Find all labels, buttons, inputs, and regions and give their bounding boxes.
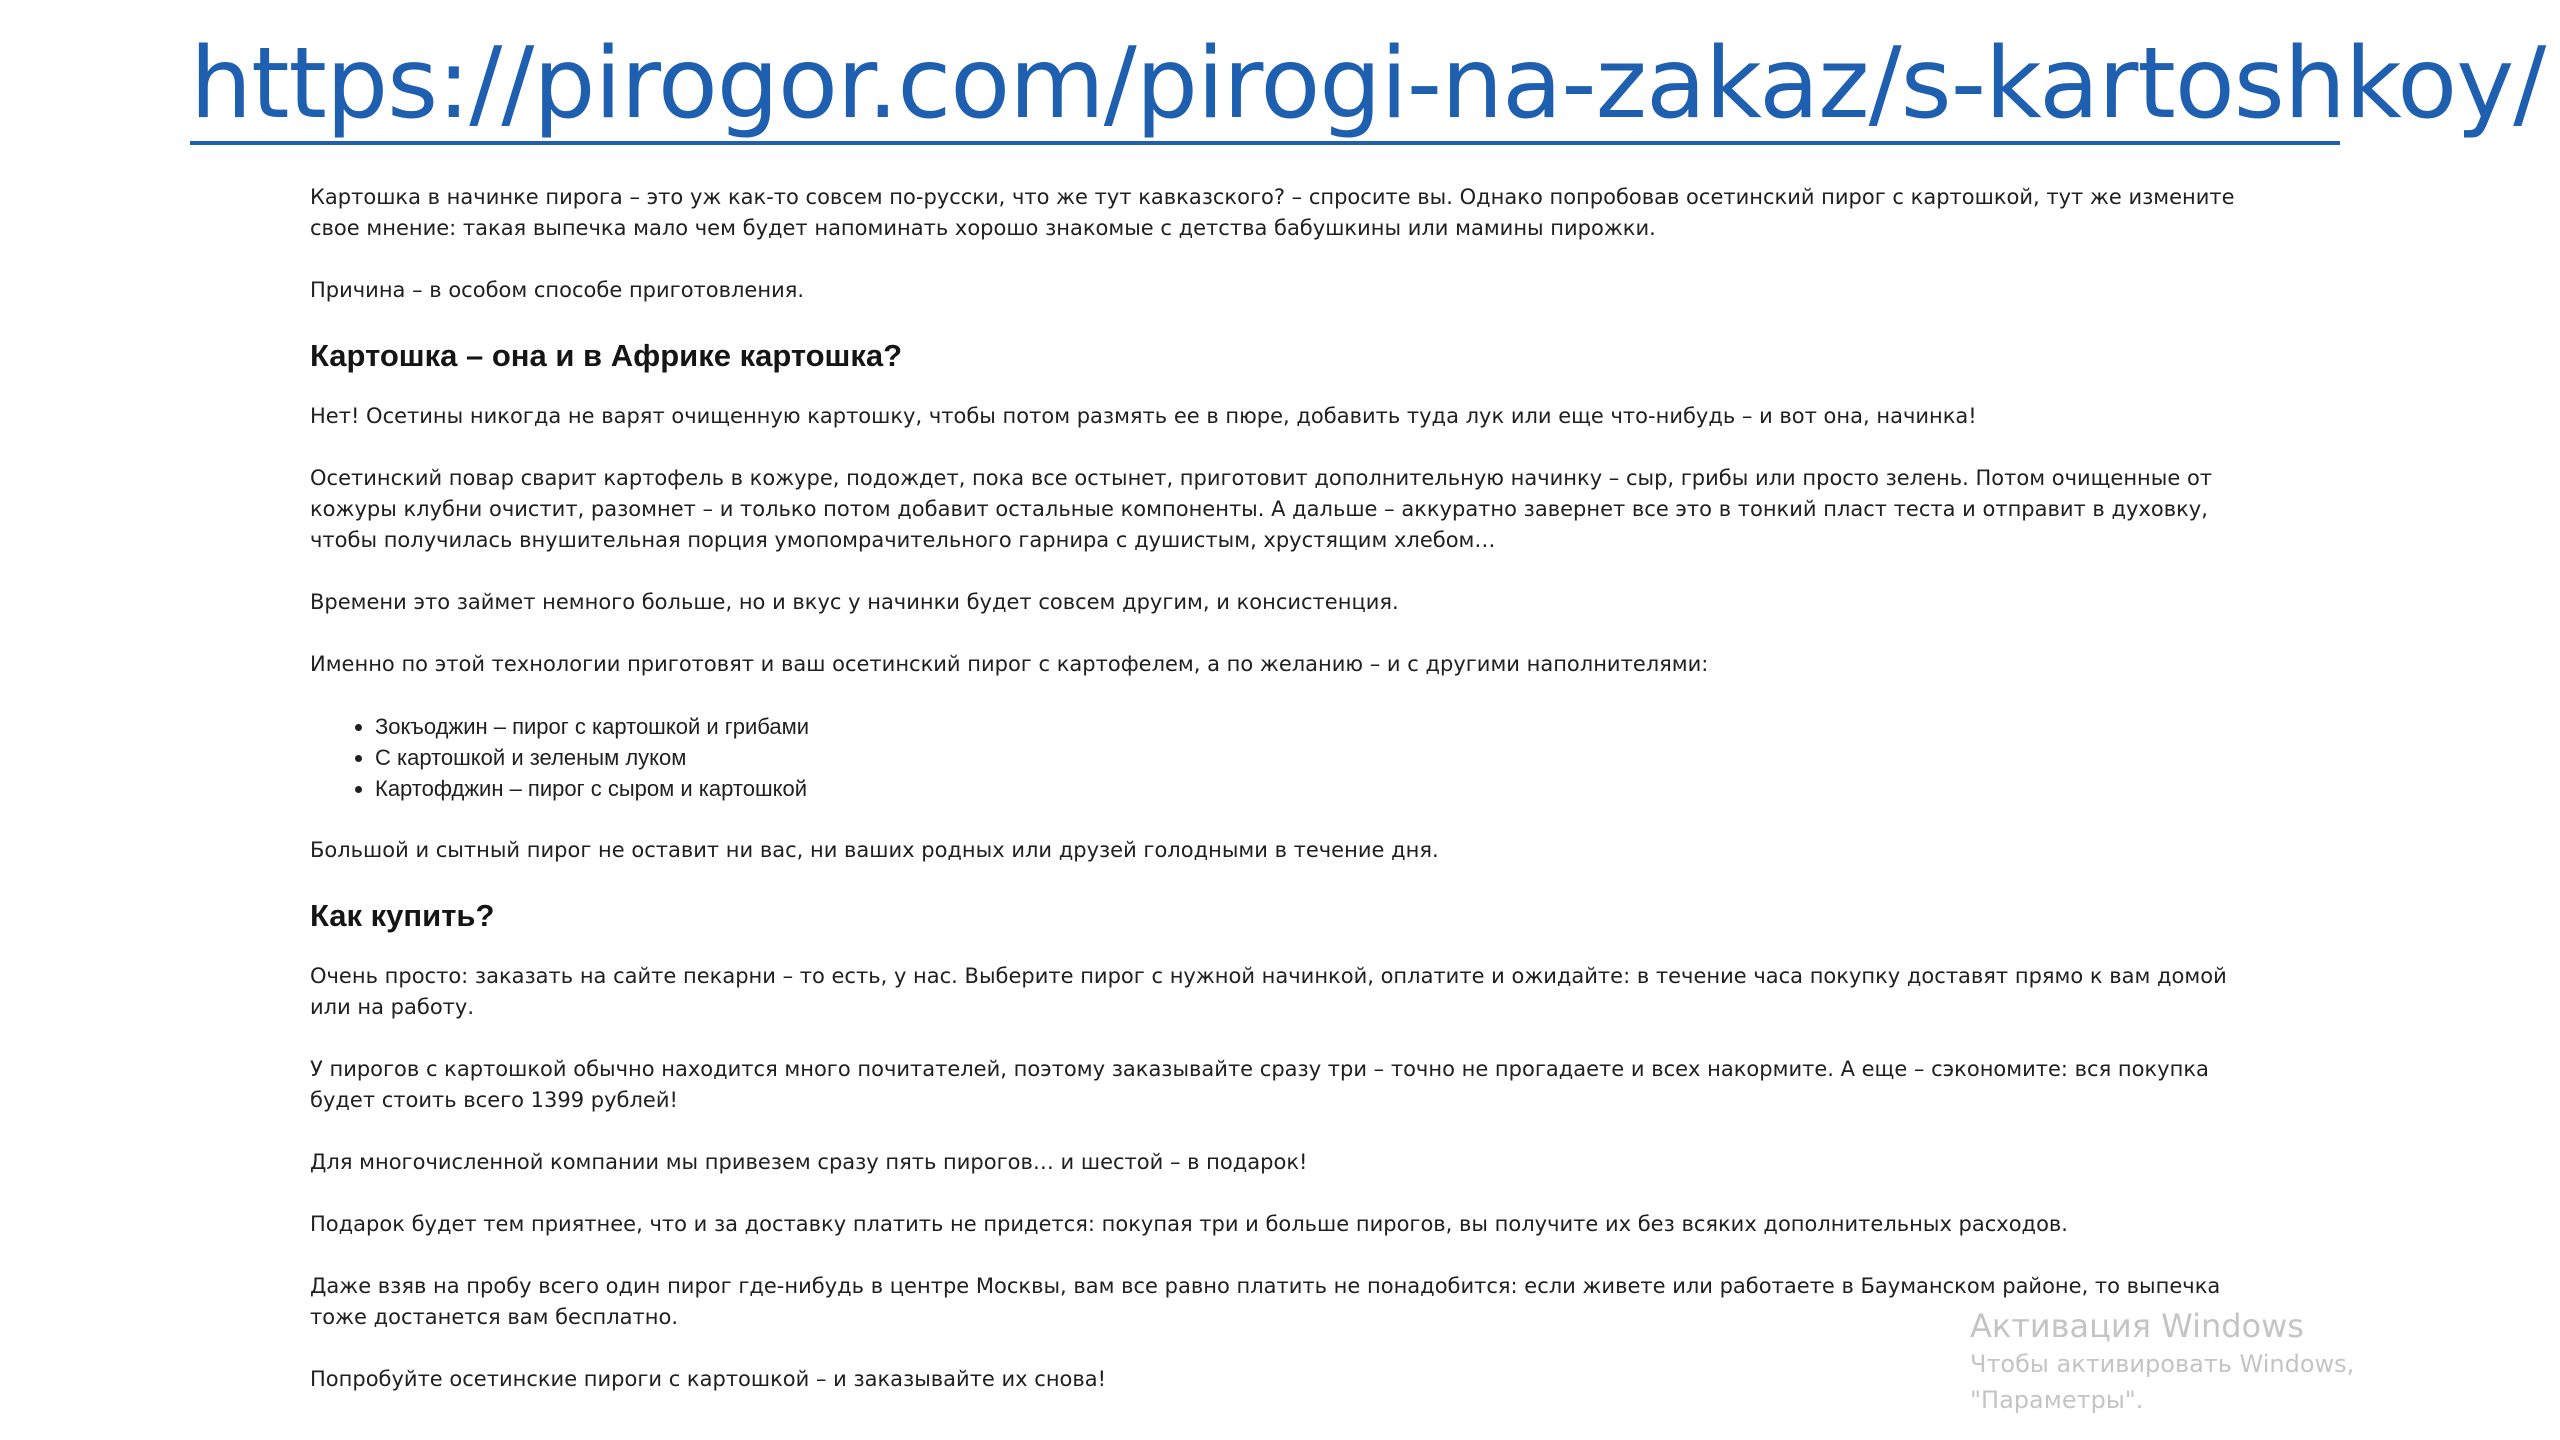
watermark-line-2: "Параметры". <box>1970 1386 2144 1414</box>
section1-paragraph-1: Нет! Осетины никогда не варят очищенную картошку, чтобы потом размять ее в пюре, добавить туда лук или еще что-нибудь – и вот она, начинка! <box>310 404 1977 428</box>
section1-paragraph-4: Именно по этой технологии приготовят и ваш осетинский пирог с картофелем, а по желанию – и с другими наполнителями: <box>310 652 1709 676</box>
section1-paragraph-2: Осетинский повар сварит картофель в кожуре, подождет, пока все остынет, приготовит дополнительную начинку – сыр, грибы или просто зелень. Потом очищенные от кожуры клубни очистит, разомнет – и только потом добавит остальные компоненты. А дальше – аккуратно завернет все это в тонкий пласт теста и отправит в духовку, чтобы получилась внушительная порция умопомрачительного гарнира с душистым, хрустящим хлебом… <box>310 466 2213 552</box>
windows-activation-watermark <box>1970 1306 2354 1418</box>
section2-paragraph-5: Даже взяв на пробу всего один пирог где-нибудь в центре Москвы, вам все равно платить не понадобится: если живете или работаете в Бауманском районе, то выпечка тоже достанется вам бесплатно. <box>310 1274 2221 1329</box>
pie-variants-list <box>310 711 2260 804</box>
section2-paragraph-3: Для многочисленной компании мы привезем сразу пять пирогов… и шестой – в подарок! <box>310 1150 1308 1174</box>
section-heading-how-to-buy: Как купить? <box>310 898 495 933</box>
intro-paragraph-1: Картошка в начинке пирога – это уж как-то совсем по-русски, что же тут кавказского? – спросите вы. Однако попробовав осетинский пирог с картошкой, тут же измените свое мнение: такая выпечка мало чем будет напоминать хорошо знакомые с детства бабушкины или мамины пирожки. <box>310 185 2235 240</box>
article-content <box>310 182 2260 1426</box>
watermark-title: Активация Windows <box>1970 1307 2304 1345</box>
section2-paragraph-6: Попробуйте осетинские пироги с картошкой – и заказывайте их снова! <box>310 1367 1107 1391</box>
watermark-line-1: Чтобы активировать Windows, <box>1970 1350 2355 1378</box>
section1-paragraph-3: Времени это займет немного больше, но и вкус у начинки будет совсем другим, и консистенция. <box>310 590 1399 614</box>
section1-paragraph-5: Большой и сытный пирог не оставит ни вас, ни ваших родных или друзей голодными в течение дня. <box>310 838 1439 862</box>
section2-paragraph-2: У пирогов с картошкой обычно находится много почитателей, поэтому заказывайте сразу три – точно не прогадаете и всех накормите. А еще – сэкономите: вся покупка будет стоить всего 1399 рублей! <box>310 1057 2209 1112</box>
section2-paragraph-4: Подарок будет тем приятнее, что и за доставку платить не придется: покупая три и больше пирогов, вы получите их без всяких дополнительных расходов. <box>310 1212 2068 1236</box>
list-item: • Картофджин – пирог с сыром и картошкой <box>375 773 2260 804</box>
page-url-link[interactable]: https://pirogor.com/pirogi-na-zakaz/s-kartoshkoy/ <box>190 27 2546 141</box>
section-heading-potato: Картошка – она и в Африке картошка? <box>310 338 903 373</box>
url-underline <box>190 141 2340 145</box>
intro-paragraph-2: Причина – в особом способе приготовления. <box>310 278 805 302</box>
list-item: • Зокъоджин – пирог с картошкой и грибами <box>375 711 2260 742</box>
section2-paragraph-1: Очень просто: заказать на сайте пекарни – то есть, у нас. Выберите пирог с нужной начинкой, оплатите и ожидайте: в течение часа покупку доставят прямо к вам домой или на работу. <box>310 964 2227 1019</box>
list-item: • С картошкой и зеленым луком <box>375 742 2260 773</box>
